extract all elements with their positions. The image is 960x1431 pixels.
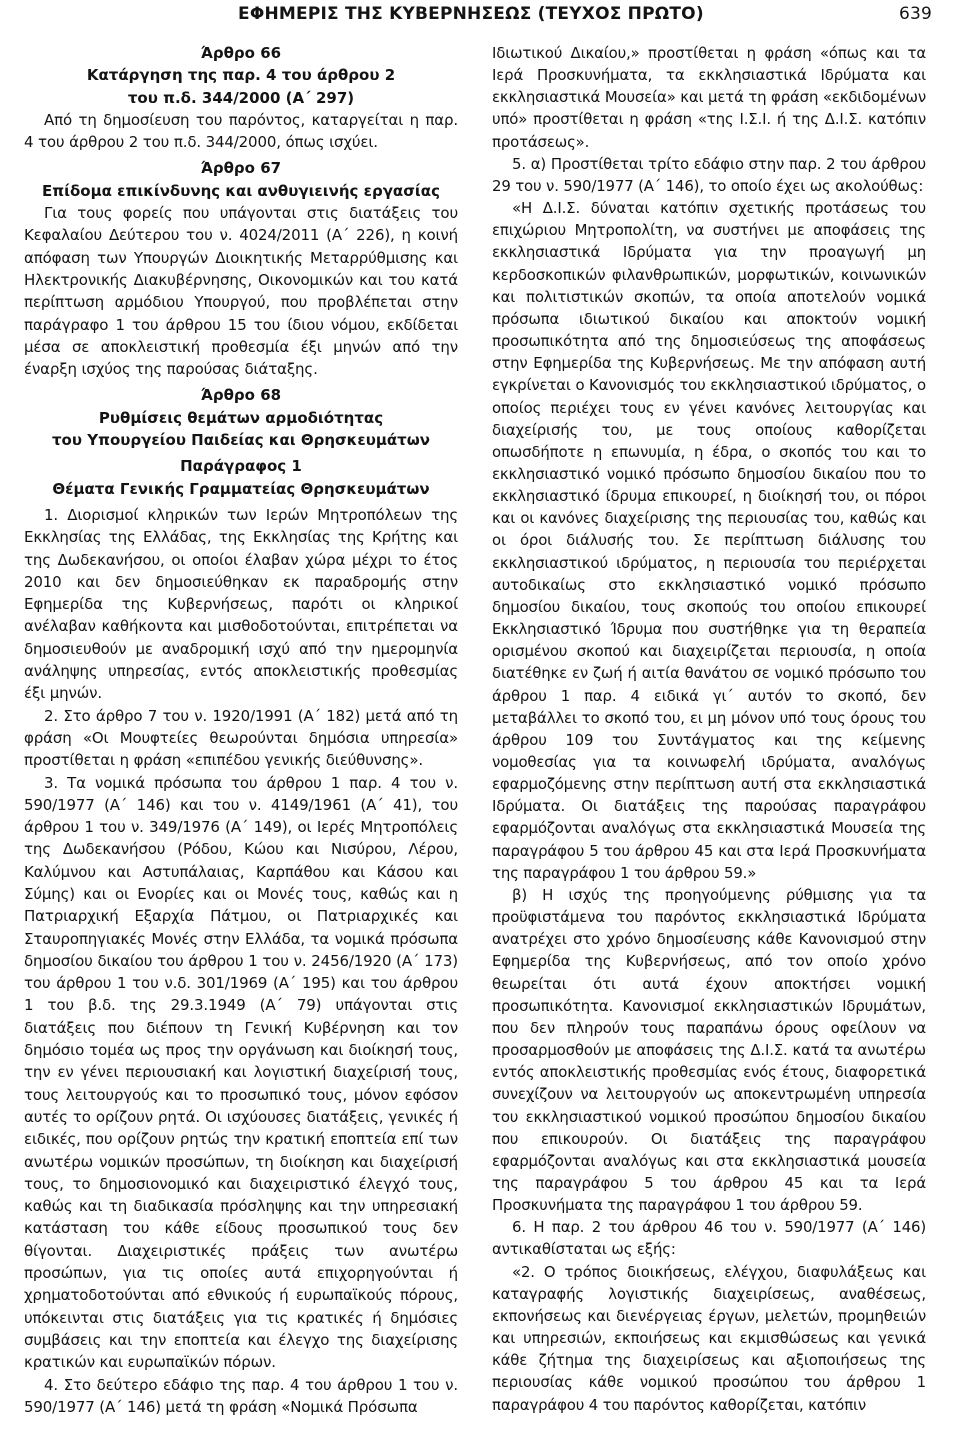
paragraph: β) Η ισχύς της προηγούμενης ρύθμισης για τα προϋφιστάμενα του παρόντος εκκλησιαστικά Ιδρύματα ανατρέχει στο χρόνο δημοσίευσης κάθε Κανονισμού στην Εφημερίδα της Κυβερνήσεως, από τον οποίο χρόνο θεωρείται ότι αυτά έχουν αποκτήσει νομική προσωπικότητα. Κανονισμοί εκκλησιαστικών Ιδρυμάτων, που δεν πληρούν τους παραπάνω όρους οφείλουν να προσαρμοσθούν με αποφάσεις της Δ.Ι.Σ. κατά τα ανωτέρω εντός αποκλειστικής προθεσμίας ενός έτους, διαφορετικά συνεχίζουν να λειτουργούν ως αποκεντρωμένη υπηρεσία του εκκλησιαστικού νομικού προσώπου δημοσίου δικαίου που επικουρούν. Οι διατάξεις της παραγράφου εφαρμόζονται αναλόγως και στα εκκλησιαστικά μουσεία της παραγράφου 5 του άρθρου 45 και τα Ιερά Προσκυνήματα της παραγράφου 1 του άρθρου 59. — [492, 885, 926, 1215]
paragraph: «Η Δ.Ι.Σ. δύναται κατόπιν σχετικής προτάσεως του επιχώριου Μητροπολίτη, να συστήνει με αποφάσεις της εκκλησιαστικά Ιδρύματα για την προαγωγή μη κερδοσκοπικών φιλανθρωπικών, μορφωτικών, κοινωνικών και πολιτιστικών σκοπών, τα οποία αποτελούν νομικά πρόσωπα ιδιωτικού δικαίου και αποκτούν νομική προσωπικότητα από της δημοσιεύσεως της αποφάσεως στην Εφημερίδα της Κυβερνήσεως. Με την απόφαση αυτή εγκρίνεται ο Κανονισμός του εκκλησιαστικού ιδρύματος, ο οποίος περιέχει τους εν γένει κανόνες λειτουργίας και διαχείρισής του, με τους οποίους καθορίζεται οπωσδήποτε η επωνυμία, η έδρα, ο σκοπός του και το εκκλησιαστικό νομικό πρόσωπο δημοσίου δικαίου που το εκκλησιαστικό ίδρυμα επικουρεί, η διοίκησή του, οι πόροι και οι κανόνες διαχείρισης της περιουσίας του, καθώς και οι όροι διάλυσής του. Σε περίπτωση διάλυσης του εκκλησιαστικού ιδρύματος, η περιουσία του περιέρχεται αυτοδικαίως στο εκκλησιαστικό νομικό πρόσωπο δημοσίου δικαίου, τους σκοπούς του οποίου επικουρεί Εκκλησιαστικό Ίδρυμα που συστήθηκε για τη θεραπεία ορισμένου σκοπού και διαχειρίζεται περιουσία, η οποία διατέθηκε εν ζωή ή αιτία θανάτου σε νομικό πρόσωπο του άρθρου 1 παρ. 4 ειδικά γι΄ αυτόν το σκοπό, δεν μεταβάλλει το σκοπό του, ει μη μόνον υπό τους όρους του άρθρου 109 του Συντάγματος και της κείμενης νομοθεσίας για τα κοινωφελή ιδρύματα, αναλόγως εφαρμοζόμενης στην περίπτωση αυτή στα εκκλησιαστικά Ιδρύματα. Οι διατάξεις της παρούσας παραγράφου εφαρμόζονται αναλόγως στα εκκλησιαστικά Μουσεία της παραγράφου 5 του άρθρου 45 και στα Ιερά Προσκυνήματα της παραγράφου 1 του άρθρου 59.» — [492, 199, 926, 882]
paragraph: 5. α) Προστίθεται τρίτο εδάφιο στην παρ. 2 του άρθρου 29 του ν. 590/1977 (Α΄ 146), το οποίο έχει ως ακολούθως: — [492, 154, 926, 195]
page-header — [0, 0, 960, 34]
heading: Κατάργηση της παρ. 4 του άρθρου 2 — [86, 66, 396, 85]
paragraph: Για τους φορείς που υπάγονται στις διατάξεις του Κεφαλαίου Δεύτερου του ν. 4024/2011 (Α΄ 226), η κοινή απόφαση των Υπουργών Διοικητικής Μεταρρύθμισης και Ηλεκτρονικής Διακυβέρνησης, Οικονομικών και του κατά περίπτωση αρμόδιου Υπουργού, που προβλέπεται στην παράγραφο 1 του άρθρου 15 του ίδιου νόμου, εκδίδεται μέσα σε αποκλειστική προθεσμία έξι μηνών από την έναρξη ισχύος της παρούσας διάταξης. — [24, 204, 458, 379]
heading: Άρθρο 67 — [200, 159, 282, 178]
page-number: 639 — [898, 4, 932, 24]
heading: Επίδομα επικίνδυνης και ανθυγιεινής εργασίας — [42, 181, 440, 200]
right-column — [492, 42, 926, 1416]
heading: Ρυθμίσεις θεμάτων αρμοδιότητας — [98, 408, 384, 427]
paragraph: 6. Η παρ. 2 του άρθρου 46 του ν. 590/1977 (Α΄ 146) αντικαθίσταται ως εξής: — [492, 1218, 926, 1259]
paragraph: 4. Στο δεύτερο εδάφιο της παρ. 4 του άρθρου 1 του ν. 590/1977 (Α΄ 146) μετά τη φράση «Νομικά Πρόσωπα — [24, 1375, 458, 1416]
paragraph: 1. Διορισμοί κληρικών των Ιερών Μητροπόλεων της Εκκλησίας της Ελλάδας, της Εκκλησίας της Κρήτης και της Δωδεκανήσου, οι οποίοι έλαβαν χώρα μέχρι το έτος 2010 και δεν δημοσιεύθηκαν εκ παραδρομής στην Εφημερίδα της Κυβερνήσεως, παρότι οι κληρικοί ανέλαβαν καθήκοντα και μισθοδοτούνται, επιτρέπεται να δημοσιευθούν με αναδρομική ισχύ από την ημερομηνία ανάληψης υπηρεσίας, εντός αποκλειστικής προθεσμίας έξι μηνών. — [24, 505, 458, 703]
gazette-title: ΕΦΗΜΕΡΙΣ ΤΗΣ ΚΥΒΕΡΝΗΣΕΩΣ (ΤΕΥΧΟΣ ΠΡΩΤΟ) — [238, 4, 704, 24]
paragraph: Από τη δημοσίευση του παρόντος, καταργείται η παρ. 4 του άρθρου 2 του π.δ. 344/2000, όπως ισχύει. — [24, 110, 458, 152]
heading: Άρθρο 68 — [200, 386, 282, 405]
paragraph: Ιδιωτικού Δικαίου,» προστίθεται η φράση «όπως και τα Ιερά Προσκυνήματα, τα εκκλησιαστικά Ιδρύματα και εκκλησιαστικά Μουσεία» και μετά τη φράση «εκδιδομένων υπό» προστίθεται η φράση «της Ι.Σ.Ι. ή της Δ.Ι.Σ. κατόπιν προτάσεως». — [492, 44, 926, 151]
heading: Παράγραφος 1 — [180, 457, 302, 476]
heading: Άρθρο 66 — [200, 44, 282, 62]
paragraph: 2. Στο άρθρο 7 του ν. 1920/1991 (Α΄ 182) μετά από τη φράση «Οι Μουφτείες θεωρούνται δημόσια υπηρεσία» προστίθεται η φράση «επιπέδου γενικής διεύθυνσης». — [24, 706, 458, 770]
paragraph: 3. Τα νομικά πρόσωπα του άρθρου 1 παρ. 4 του ν. 590/1977 (Α΄ 146) και του ν. 4149/1961 (Α΄ 41), του άρθρου 1 του ν. 349/1976 (Α΄ 149), οι Ιερές Μητροπόλεις της Δωδεκανήσου (Ρόδου, Κώου και Νισύρου, Λέρου, Καλύμνου και Αστυπάλαιας, Καρπάθου και Κάσου και Σύμης) και οι Ενορίες και οι Μονές τους, καθώς και η Πατριαρχική Εξαρχία Πάτμου, οι Πατριαρχικές και Σταυροπηγιακές Μονές στην Ελλάδα, τα νομικά πρόσωπα δημοσίου δικαίου του άρθρου 1 του ν. 2456/1920 (Α΄ 173) του άρθρου 1 του ν.δ. 301/1969 (Α΄ 195) και του άρθρου 1 του β.δ. της 29.3.1949 (Α΄ 79) υπάγονται στις διατάξεις που διέπουν τη Γενική Κυβέρνηση και τον δημόσιο τομέα ως προς την οργάνωση και διοίκησή τους, την εν γένει περιουσιακή και λογιστική διαχείρισή τους, τους λειτουργούς και το προσωπικό τους, μόνον εφόσον αυτές το ορίζουν ρητά. Οι ισχύουσες διατάξεις, γενικές ή ειδικές, που ορίζουν ρητώς την κρατική εποπτεία επί των ανωτέρω νομικών προσώπων, τη διοίκηση και διαχείρισή τους, το δημοσιονομικό και διαχειριστικό έλεγχό τους, καθώς και τη διαδικασία πρόσληψης και την υπηρεσιακή κατάσταση του κάθε είδους προσωπικού τους δεν θίγονται. Διαχειριστικές πράξεις των ανωτέρω προσώπων, για τις οποίες αυτά επιχορηγούνται ή χρηματοδοτούνται από εθνικούς ή ευρωπαϊκούς πόρους, υπόκεινται στις διατάξεις για τις κρατικές ή δημόσιες συμβάσεις και την εποπτεία και έλεγχο της διαχείρισης κρατικών και ευρωπαϊκών πόρων. — [24, 773, 458, 1372]
heading: του π.δ. 344/2000 (Α΄ 297) — [127, 88, 355, 107]
paragraph: «2. Ο τρόπος διοικήσεως, ελέγχου, διαφυλάξεως και καταγραφής λογιστικής διαχειρίσεως, αναθέσεως, εκπονήσεως και διενέργειας έργων, μελετών, προμηθειών και υπηρεσιών, εκποιήσεως και εκμισθώσεως και γενικά κάθε ζήτημα της διαχειρίσεως και αξιοποιήσεως της περιουσίας κάθε νομικού προσώπου του άρθρου 1 παραγράφου 4 του παρόντος καθορίζεται, κατόπιν — [492, 1262, 926, 1414]
heading: Θέματα Γενικής Γραμματείας Θρησκευμάτων — [52, 479, 430, 498]
left-column — [24, 42, 458, 1418]
heading: του Υπουργείου Παιδείας και Θρησκευμάτων — [51, 431, 430, 450]
